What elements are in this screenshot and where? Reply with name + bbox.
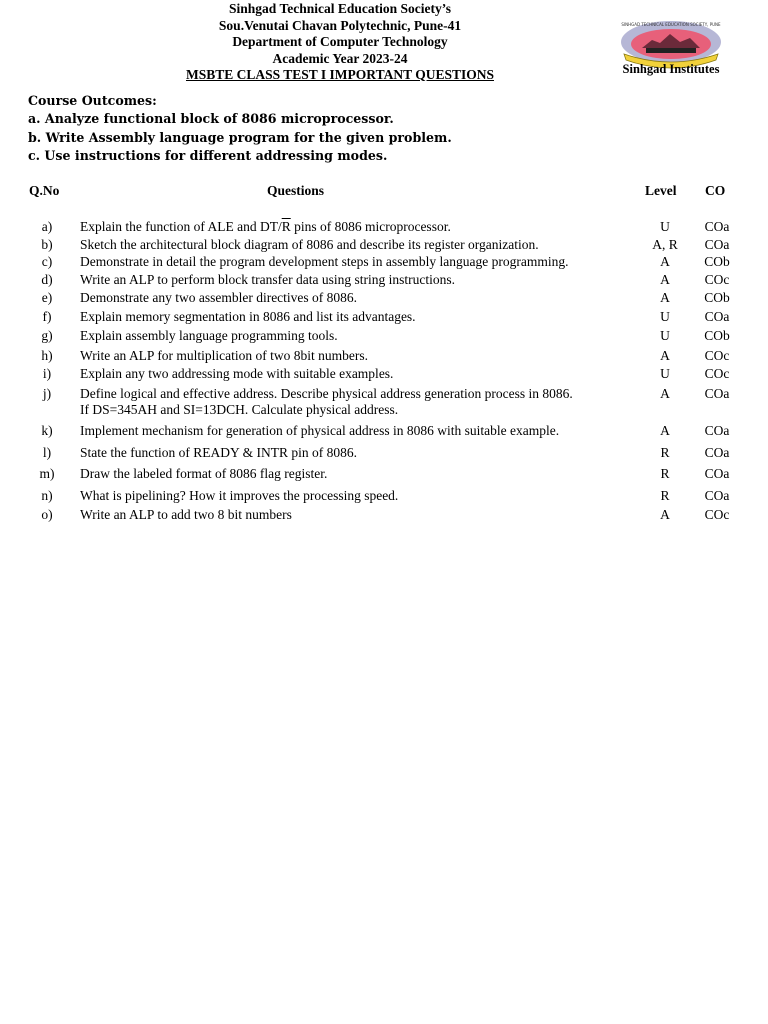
question-level: U <box>660 219 670 234</box>
outcome-item: a. Analyze functional block of 8086 microprocessor. <box>28 111 394 127</box>
department-name: Department of Computer Technology <box>232 34 448 49</box>
question-co: COa <box>704 423 730 438</box>
test-title: MSBTE CLASS TEST I IMPORTANT QUESTIONS <box>185 67 494 82</box>
logo-caption: Sinhgad Institutes <box>622 62 720 76</box>
question-text: Explain assembly language programming tools. <box>80 328 338 343</box>
question-number: o) <box>41 507 53 522</box>
question-number: i) <box>42 366 52 381</box>
table-header <box>0 183 768 201</box>
question-level: U <box>660 328 670 343</box>
question-co: COc <box>704 366 730 381</box>
question-text: Demonstrate in detail the program development steps in assembly language programming. <box>80 254 569 269</box>
question-co: COb <box>704 254 730 269</box>
question-level: U <box>660 366 670 381</box>
question-co: COb <box>704 290 730 305</box>
document-header <box>150 1 530 84</box>
logo-base <box>646 48 696 53</box>
outcome-item: b. Write Assembly language program for the given problem. <box>28 129 452 145</box>
question-co: COa <box>704 309 730 324</box>
question-number: d) <box>41 272 53 287</box>
question-text: State the function of READY & INTR pin of 8086. <box>80 445 357 460</box>
header-co: CO <box>705 183 726 198</box>
logo-ring-text: SINHGAD TECHNICAL EDUCATION SOCIETY, PUNE <box>621 22 721 27</box>
question-number: b) <box>41 237 53 252</box>
question-text: Write an ALP to perform block transfer data using string instructions. <box>80 272 456 287</box>
question-text: Explain any two addressing mode with suitable examples. <box>80 366 394 381</box>
question-level: A, R <box>652 237 678 252</box>
question-level: A <box>660 348 670 363</box>
question-text: What is pipelining? How it improves the processing speed. <box>80 488 399 503</box>
course-outcomes <box>28 92 728 165</box>
question-level: U <box>660 309 670 324</box>
question-text: Implement mechanism for generation of physical address in 8086 with suitable example. <box>80 423 560 438</box>
question-line: Define logical and effective address. Describe physical address generation process in 8086. <box>80 386 573 401</box>
question-number: e) <box>41 290 53 305</box>
outcomes-heading: Course Outcomes: <box>28 93 157 108</box>
question-level: R <box>660 445 670 460</box>
question-number: f) <box>42 309 52 324</box>
question-level: A <box>660 386 670 401</box>
header-qno: Q.No <box>29 183 60 198</box>
question-co: COa <box>704 488 730 503</box>
question-text: Write an ALP for multiplication of two 8bit numbers. <box>80 348 369 363</box>
question-text: Demonstrate any two assembler directives of 8086. <box>80 290 358 305</box>
outcome-item: c. Use instructions for different addressing modes. <box>28 147 388 163</box>
question-level: R <box>660 466 670 481</box>
question-text-part: Explain the function of ALE and DT/ <box>80 219 282 234</box>
question-number: h) <box>41 348 53 363</box>
question-number: a) <box>41 219 53 234</box>
header-level: Level <box>645 183 677 198</box>
question-co: COc <box>704 348 730 363</box>
question-level: A <box>660 272 670 287</box>
question-co: COb <box>704 328 730 343</box>
question-number: c) <box>41 254 53 269</box>
question-number: g) <box>41 328 53 343</box>
question-level: A <box>660 423 670 438</box>
header-questions: Questions <box>267 183 325 198</box>
question-text: Draw the labeled format of 8086 flag register. <box>80 466 328 481</box>
question-number: l) <box>42 445 52 460</box>
society-name: Sinhgad Technical Education Society’s <box>229 1 451 16</box>
question-text-overlined: $\overline{R}$ <box>281 219 291 234</box>
question-text <box>80 219 640 235</box>
question-co: COa <box>704 466 730 481</box>
question-number: n) <box>41 488 53 503</box>
question-co: COc <box>704 507 730 522</box>
question-number: m) <box>39 466 55 481</box>
question-text: Sketch the architectural block diagram of 8086 and describe its register organization. <box>80 237 539 252</box>
question-text: Write an ALP to add two 8 bit numbers <box>80 507 292 522</box>
question-co: COa <box>704 445 730 460</box>
question-co: COc <box>704 272 730 287</box>
question-co: COa <box>704 386 730 401</box>
question-text: Explain memory segmentation in 8086 and list its advantages. <box>80 309 416 324</box>
question-line: If DS=345AH and SI=13DCH. Calculate physical address. <box>80 402 399 417</box>
question-text <box>80 386 640 418</box>
college-name: Sou.Venutai Chavan Polytechnic, Pune-41 <box>218 17 462 33</box>
question-text-part: pins of 8086 microprocessor. <box>290 219 451 234</box>
question-level: A <box>660 290 670 305</box>
question-level: A <box>660 254 670 269</box>
question-level: R <box>660 488 670 503</box>
question-number: j) <box>42 386 52 401</box>
question-level: A <box>660 507 670 522</box>
question-number: k) <box>41 423 53 438</box>
question-co: COa <box>704 219 730 234</box>
academic-year: Academic Year 2023-24 <box>272 50 408 66</box>
question-co: COa <box>704 237 730 252</box>
